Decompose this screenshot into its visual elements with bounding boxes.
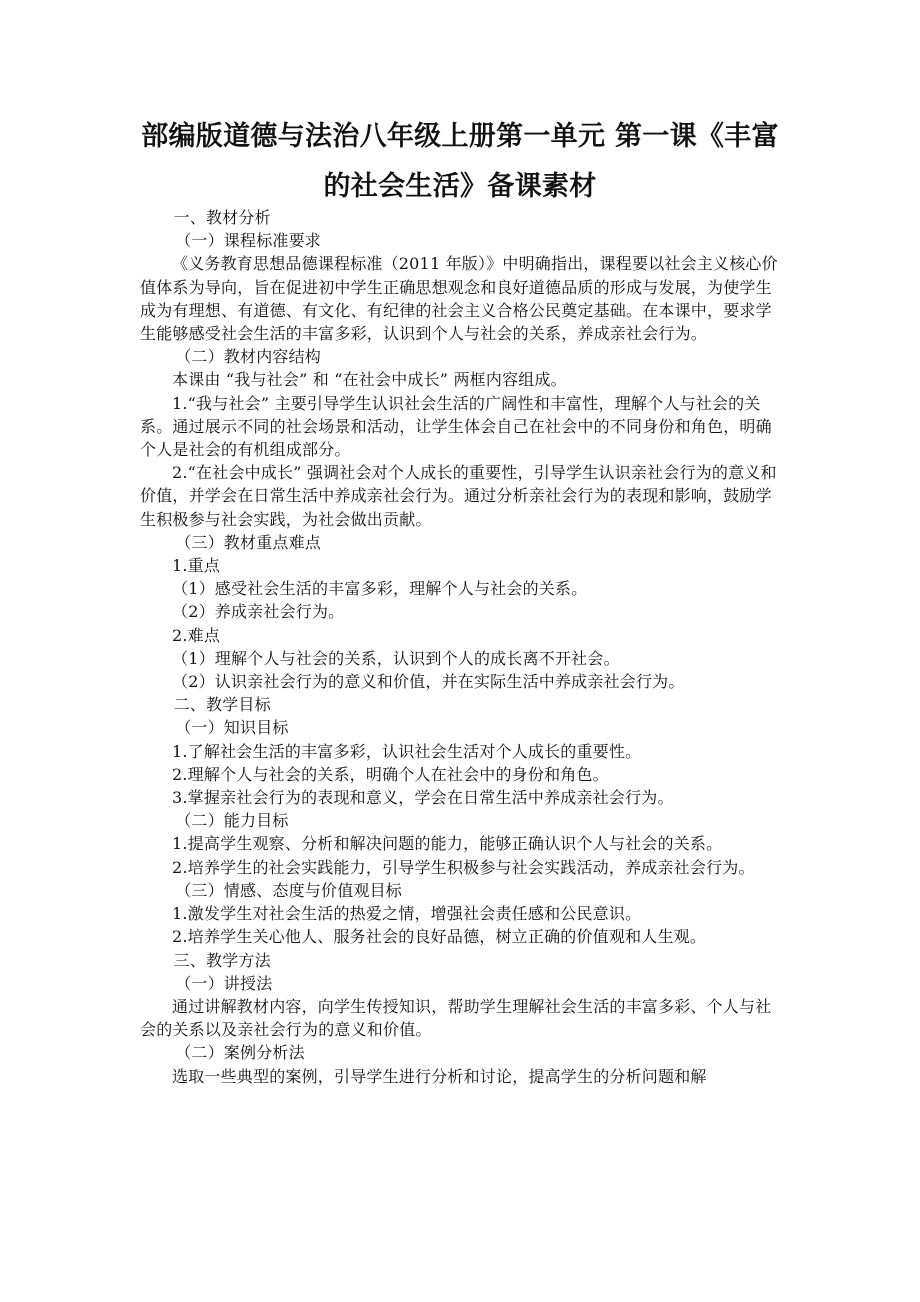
list-heading: 1.重点: [172, 556, 221, 576]
list-item: （2）认识亲社会行为的意义和价值，并在实际生活中养成亲社会行为。: [172, 672, 685, 692]
list-item: 2.培养学生的社会实践能力，引导学生积极参与社会实践活动，养成亲社会行为。: [172, 857, 755, 877]
list-item: 2.理解个人与社会的关系，明确个人在社会中的身份和角色。: [172, 764, 609, 784]
subsection-heading: （三）情感、态度与价值观目标: [175, 880, 402, 900]
list-item: 3.掌握亲社会行为的表现和意义，学会在日常生活中养成亲社会行为。: [172, 788, 674, 808]
body-paragraph: 1.“我与社会” 主要引导学生认识社会生活的广阔性和丰富性，理解个人与社会的关系。通过展示不同的社会场景和活动，让学生体会自己在社会中的不同身份和角色，明确个人是社会的有机组成部分。: [140, 393, 772, 460]
list-heading: 2.难点: [172, 625, 221, 645]
document-body: [140, 206, 782, 1088]
body-paragraph: 《义务教育思想品德课程标准（2011 年版）》中明确指出，课程要以社会主义核心价值体系为导向，旨在促进初中学生正确思想观念和良好道德品质的形成与发展，为使学生成为有理想、有道德、有文化、有纪律的社会主义合格公民奠定基础。在本课中，要求学生能够感受社会生活的丰富多彩，认识到个人与社会的关系，养成亲社会行为。: [140, 254, 778, 344]
subsection-heading: （一）课程标准要求: [175, 231, 321, 251]
list-item: （1）理解个人与社会的关系，认识到个人的成长离不开社会。: [172, 648, 620, 668]
body-paragraph: 2.“在社会中成长” 强调社会对个人成长的重要性，引导学生认识亲社会行为的意义和价值，并学会在日常生活中养成亲社会行为。通过分析亲社会行为的表现和影响，鼓励学生积极参与社会实践，为社会做出贡献。: [140, 463, 777, 529]
section-heading: 三、教学方法: [173, 950, 271, 970]
body-paragraph: 通过讲解教材内容，向学生传授知识，帮助学生理解社会生活的丰富多彩、个人与社会的关系以及亲社会行为的意义和价值。: [140, 996, 772, 1040]
subsection-heading: （二）能力目标: [175, 811, 289, 831]
list-item: 1.激发学生对社会生活的热爱之情，增强社会责任感和公民意识。: [172, 904, 642, 924]
subsection-heading: （一）讲授法: [175, 973, 273, 993]
list-item: 1.了解社会生活的丰富多彩，认识社会生活对个人成长的重要性。: [172, 741, 642, 761]
list-item: 1.提高学生观察、分析和解决问题的能力，能够正确认识个人与社会的关系。: [172, 834, 723, 854]
list-item: 2.培养学生关心他人、服务社会的良好品德，树立正确的价值观和人生观。: [172, 927, 707, 947]
section-heading: 一、教材分析: [173, 208, 271, 227]
subsection-heading: （一）知识目标: [175, 718, 289, 738]
body-paragraph: 选取一些典型的案例，引导学生进行分析和讨论，提高学生的分析问题和解: [172, 1066, 707, 1086]
subsection-heading: （三）教材重点难点: [175, 532, 321, 552]
document-title: 部编版道德与法治八年级上册第一单元 第一课《丰富的社会生活》备课素材: [141, 121, 779, 202]
subsection-heading: （二）教材内容结构: [175, 347, 321, 367]
section-heading: 二、教学目标: [173, 695, 271, 715]
body-paragraph: 本课由 “我与社会” 和 “在社会中成长” 两框内容组成。: [172, 370, 567, 390]
subsection-heading: （二）案例分析法: [175, 1043, 305, 1063]
list-item: （1）感受社会生活的丰富多彩，理解个人与社会的关系。: [172, 579, 588, 599]
list-item: （2）养成亲社会行为。: [172, 602, 345, 622]
